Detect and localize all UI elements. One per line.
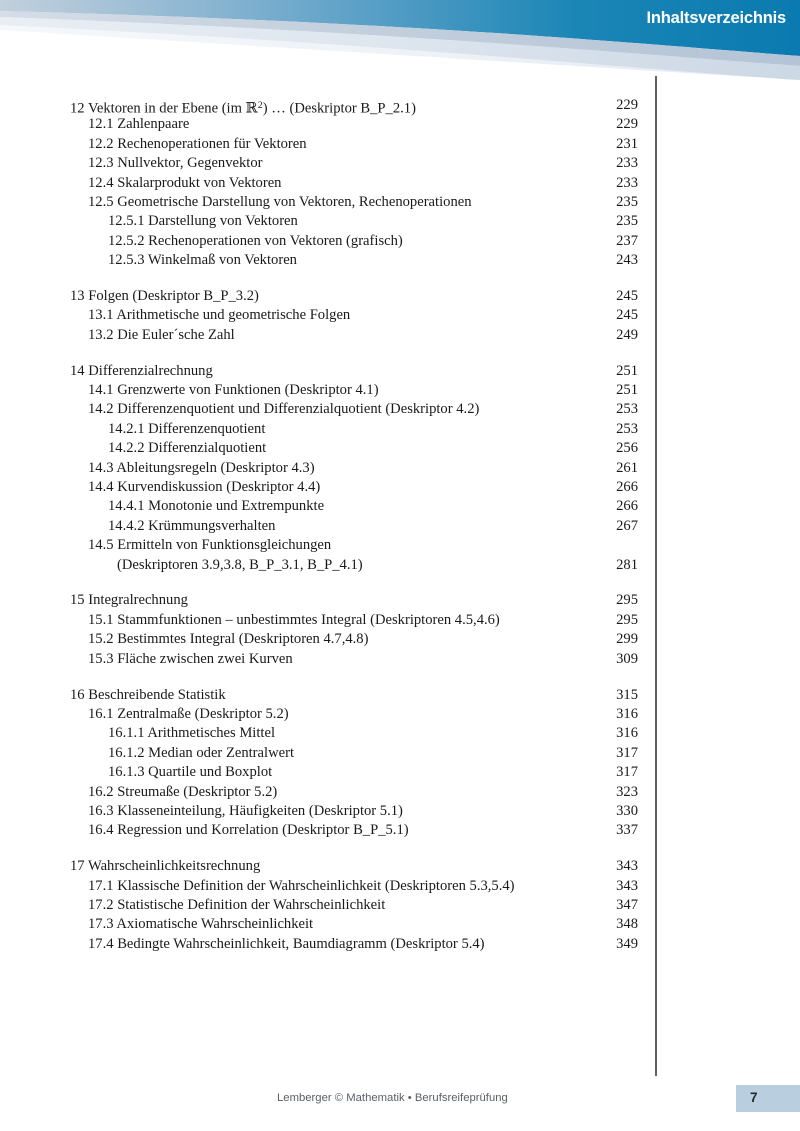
toc-entry-page-number: 245 <box>616 288 638 305</box>
toc-entry-label: 17.4 Bedingte Wahrscheinlichkeit, Baumdiagramm (Deskriptor 5.4) <box>88 935 485 952</box>
toc-entry-section[interactable] <box>0 877 800 896</box>
toc-entry-label: 16 Beschreibende Statistik <box>70 686 226 703</box>
toc-entry-section[interactable] <box>0 115 800 134</box>
toc-entry-section[interactable] <box>0 420 800 439</box>
toc-entry-section[interactable] <box>0 705 800 724</box>
toc-entry-section[interactable] <box>0 630 800 649</box>
toc-entry-section[interactable] <box>0 154 800 173</box>
toc-entry-label: 12.2 Rechenoperationen für Vektoren <box>88 135 307 152</box>
toc-entry-page-number: 323 <box>616 783 638 800</box>
toc-entry-section[interactable] <box>0 783 800 802</box>
toc-entry-chapter[interactable] <box>0 96 800 115</box>
toc-entry-label: 17.3 Axiomatische Wahrscheinlichkeit <box>88 916 314 933</box>
toc-entry-section[interactable] <box>0 935 800 954</box>
toc-entry-label: 13 Folgen (Deskriptor B_P_3.2) <box>70 288 259 305</box>
toc-entry-label: 15.2 Bestimmtes Integral (Deskriptoren 4.7,4.8) <box>88 631 369 648</box>
toc-entry-page-number: 253 <box>616 420 638 437</box>
toc-entry-label: 15 Integralrechnung <box>70 592 188 609</box>
toc-entry-label: 14.4 Kurvendiskussion (Deskriptor 4.4) <box>88 479 321 496</box>
toc-entry-label: 12.4 Skalarprodukt von Vektoren <box>88 174 282 191</box>
table-of-contents <box>0 96 800 971</box>
toc-entry-section[interactable] <box>0 611 800 630</box>
toc-entry-label: 14.1 Grenzwerte von Funktionen (Deskriptor 4.1) <box>88 382 379 399</box>
toc-entry-chapter[interactable] <box>0 686 800 705</box>
toc-entry-section[interactable] <box>0 459 800 478</box>
toc-entry-section[interactable] <box>0 232 800 251</box>
toc-entry-page-number: 349 <box>616 935 638 952</box>
toc-entry-label: 14.3 Ableitungsregeln (Deskriptor 4.3) <box>88 459 315 476</box>
toc-entry-page-number: 261 <box>616 459 638 476</box>
toc-entry-label: (Deskriptoren 3.9,3.8, B_P_3.1, B_P_4.1) <box>117 556 363 573</box>
toc-entry-page-number: 253 <box>616 401 638 418</box>
toc-entry-label: 12.5.1 Darstellung von Vektoren <box>108 213 298 230</box>
toc-entry-section[interactable] <box>0 556 800 575</box>
toc-entry-section[interactable] <box>0 802 800 821</box>
toc-chapter-group <box>0 362 800 575</box>
toc-entry-section[interactable] <box>0 497 800 516</box>
toc-entry-label: 13.2 Die Euler´sche Zahl <box>88 326 235 343</box>
toc-entry-label: 17 Wahrscheinlichkeitsrechnung <box>70 858 261 875</box>
toc-entry-section[interactable] <box>0 400 800 419</box>
toc-entry-label: 16.3 Klasseneinteilung, Häufigkeiten (Deskriptor 5.1) <box>88 802 403 819</box>
toc-entry-label: 16.4 Regression und Korrelation (Deskriptor B_P_5.1) <box>88 822 409 839</box>
toc-entry-section[interactable] <box>0 915 800 934</box>
toc-entry-section[interactable] <box>0 212 800 231</box>
toc-entry-section[interactable] <box>0 439 800 458</box>
toc-entry-chapter[interactable] <box>0 362 800 381</box>
page-header-banner <box>0 0 800 80</box>
page-title: Inhaltsverzeichnis <box>646 9 786 27</box>
toc-entry-section[interactable] <box>0 536 800 555</box>
toc-entry-page-number: 281 <box>616 556 638 573</box>
toc-entry-section[interactable] <box>0 821 800 840</box>
toc-entry-label: 16.1.3 Quartile und Boxplot <box>108 764 273 781</box>
toc-entry-label: 12.5.2 Rechenoperationen von Vektoren (grafisch) <box>108 232 403 249</box>
toc-entry-section[interactable] <box>0 174 800 193</box>
toc-entry-page-number: 330 <box>616 802 638 819</box>
toc-entry-chapter[interactable] <box>0 857 800 876</box>
toc-entry-page-number: 347 <box>616 896 638 913</box>
toc-entry-label: 14 Differenzialrechnung <box>70 362 213 379</box>
toc-entry-label: 13.1 Arithmetische und geometrische Folgen <box>88 307 351 324</box>
toc-chapter-group <box>0 591 800 669</box>
footer-credit: Lemberger © Mathematik • Berufsreifeprüfung <box>277 1092 508 1104</box>
toc-entry-section[interactable] <box>0 724 800 743</box>
toc-entry-label: 12.1 Zahlenpaare <box>88 116 190 133</box>
toc-entry-page-number: 309 <box>616 650 638 667</box>
toc-entry-page-number: 295 <box>616 611 638 628</box>
toc-entry-label: 16.1.1 Arithmetisches Mittel <box>108 725 276 742</box>
toc-entry-page-number: 231 <box>616 135 638 152</box>
toc-entry-page-number: 295 <box>616 592 638 609</box>
toc-entry-page-number: 229 <box>616 116 638 133</box>
toc-entry-page-number: 343 <box>616 858 638 875</box>
toc-entry-chapter[interactable] <box>0 591 800 610</box>
toc-entry-page-number: 316 <box>616 705 638 722</box>
toc-entry-page-number: 266 <box>616 498 638 515</box>
toc-entry-page-number: 245 <box>616 307 638 324</box>
toc-entry-page-number: 315 <box>616 686 638 703</box>
toc-entry-section[interactable] <box>0 478 800 497</box>
toc-entry-page-number: 233 <box>616 174 638 191</box>
toc-chapter-group <box>0 686 800 841</box>
toc-entry-page-number: 251 <box>616 382 638 399</box>
toc-entry-section[interactable] <box>0 381 800 400</box>
toc-entry-label: 14.4.2 Krümmungsverhalten <box>108 517 276 534</box>
toc-entry-section[interactable] <box>0 763 800 782</box>
toc-chapter-group <box>0 287 800 345</box>
toc-entry-label: 14.4.1 Monotonie und Extrempunkte <box>108 498 325 515</box>
toc-entry-section[interactable] <box>0 650 800 669</box>
toc-entry-label: 14.2.1 Differenzenquotient <box>108 420 266 437</box>
toc-entry-section[interactable] <box>0 744 800 763</box>
toc-entry-page-number: 317 <box>616 764 638 781</box>
toc-entry-page-number: 266 <box>616 479 638 496</box>
toc-entry-page-number: 316 <box>616 725 638 742</box>
toc-entry-section[interactable] <box>0 517 800 536</box>
toc-entry-section[interactable] <box>0 251 800 270</box>
toc-entry-label: 12.5 Geometrische Darstellung von Vektoren, Rechenoperationen <box>88 193 472 210</box>
toc-entry-section[interactable] <box>0 193 800 212</box>
toc-entry-page-number: 229 <box>616 97 638 113</box>
toc-entry-page-number: 267 <box>616 517 638 534</box>
toc-entry-label: 16.1 Zentralmaße (Deskriptor 5.2) <box>88 705 289 722</box>
toc-entry-page-number: 237 <box>616 232 638 249</box>
toc-entry-section[interactable] <box>0 135 800 154</box>
toc-entry-label: 17.2 Statistische Definition der Wahrscheinlichkeit <box>88 896 386 913</box>
toc-chapter-group <box>0 96 800 271</box>
page-number-badge <box>736 1085 800 1112</box>
toc-entry-label: 14.5 Ermitteln von Funktionsgleichungen <box>88 537 332 554</box>
toc-entry-label: 16.2 Streumaße (Deskriptor 5.2) <box>88 783 278 800</box>
toc-entry-page-number: 235 <box>616 193 638 210</box>
toc-entry-page-number: 251 <box>616 362 638 379</box>
toc-entry-page-number: 343 <box>616 877 638 894</box>
toc-entry-label: 12 Vektoren in der Ebene (im ℝ$^2$) … (Deskriptor B_P_2.1) <box>70 100 416 117</box>
toc-entry-page-number: 235 <box>616 213 638 230</box>
toc-entry-page-number: 233 <box>616 155 638 172</box>
toc-entry-page-number: 243 <box>616 252 638 269</box>
toc-entry-page-number: 256 <box>616 440 638 457</box>
toc-entry-page-number: 317 <box>616 744 638 761</box>
toc-entry-label: 16.1.2 Median oder Zentralwert <box>108 744 295 761</box>
toc-entry-label: 14.2 Differenzenquotient und Differenzialquotient (Deskriptor 4.2) <box>88 401 480 418</box>
toc-entry-label: 15.1 Stammfunktionen – unbestimmtes Integral (Deskriptoren 4.5,4.6) <box>88 611 500 628</box>
page-number-label: 7 <box>750 1090 758 1105</box>
toc-entry-section[interactable] <box>0 326 800 345</box>
toc-entry-label: 12.5.3 Winkelmaß von Vektoren <box>108 252 297 269</box>
toc-entry-page-number: 249 <box>616 326 638 343</box>
toc-entry-page-number: 348 <box>616 916 638 933</box>
toc-entry-chapter[interactable] <box>0 287 800 306</box>
toc-entry-page-number: 337 <box>616 822 638 839</box>
toc-entry-label: 12.3 Nullvektor, Gegenvektor <box>88 155 263 172</box>
toc-entry-section[interactable] <box>0 306 800 325</box>
toc-entry-label: 15.3 Fläche zwischen zwei Kurven <box>88 650 293 667</box>
toc-chapter-group <box>0 857 800 954</box>
toc-entry-page-number: 299 <box>616 631 638 648</box>
toc-entry-label: 14.2.2 Differenzialquotient <box>108 440 267 457</box>
toc-entry-label: 17.1 Klassische Definition der Wahrscheinlichkeit (Deskriptoren 5.3,5.4) <box>88 877 515 894</box>
toc-entry-section[interactable] <box>0 896 800 915</box>
